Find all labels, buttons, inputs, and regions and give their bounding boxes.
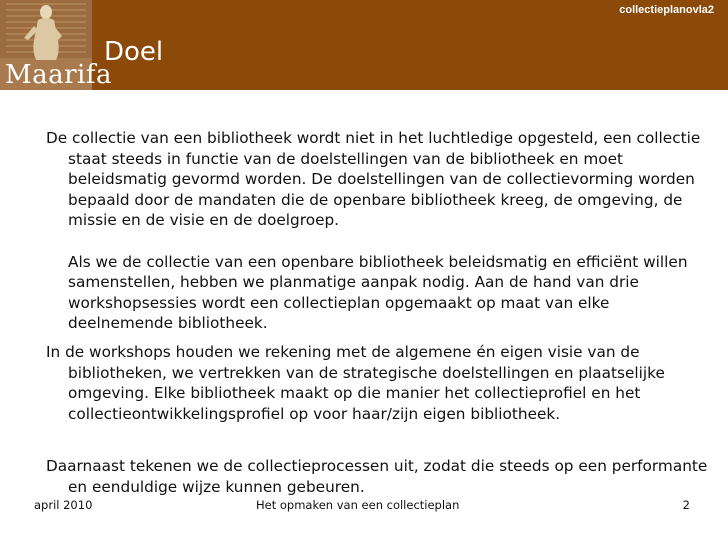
slide-header (0, 0, 728, 90)
footer-title: Het opmaken van een collectieplan (256, 498, 460, 512)
maarifa-logo (0, 0, 112, 90)
logo-text: Maarifa (5, 60, 112, 90)
page-number: 2 (682, 498, 690, 512)
footer-date: april 2010 (34, 498, 93, 512)
paragraph-1 (46, 128, 716, 334)
brand-label: collectieplanovla2 (619, 4, 714, 16)
paragraph-2: In de workshops houden we rekening met de algemene én eigen visie van de bibliotheken, we vertrekken van de strategische doelstellingen en plaatselijke omgeving. Elke bibliotheek maakt op die manier het collectieprofiel en het collectieontwikkelingsprofiel op voor haar/zijn eigen bibliotheek. (46, 343, 665, 423)
paragraph-1-text: De collectie van een bibliotheek wordt niet in het luchtledige opgesteld, een collectie staat steeds in functie van de doelstellingen van de bibliotheek en moet beleidsmatig gevormd worden. De doelstellingen van de collectievorming worden bepaald door de mandaten die de openbare bibliotheek kreeg, de omgeving, de missie en de visie en de doelgroep. (46, 129, 701, 230)
paragraph-3: Daarnaast tekenen we de collectieprocessen uit, zodat die steeds op een performante en eenduldige wijze kunnen gebeuren. (46, 457, 708, 496)
paragraph-1b-text: Als we de collectie van een openbare bibliotheek beleidsmatig en efficiënt willen samenstellen, hebben we planmatige aanpak nodig. Aan de hand van drie workshopsessies wordt een collectieplan opgemaakt op maat van elke deelnemende bibliotheek. (68, 252, 688, 333)
slide-footer (0, 496, 728, 546)
slide-title: Doel (104, 37, 164, 67)
